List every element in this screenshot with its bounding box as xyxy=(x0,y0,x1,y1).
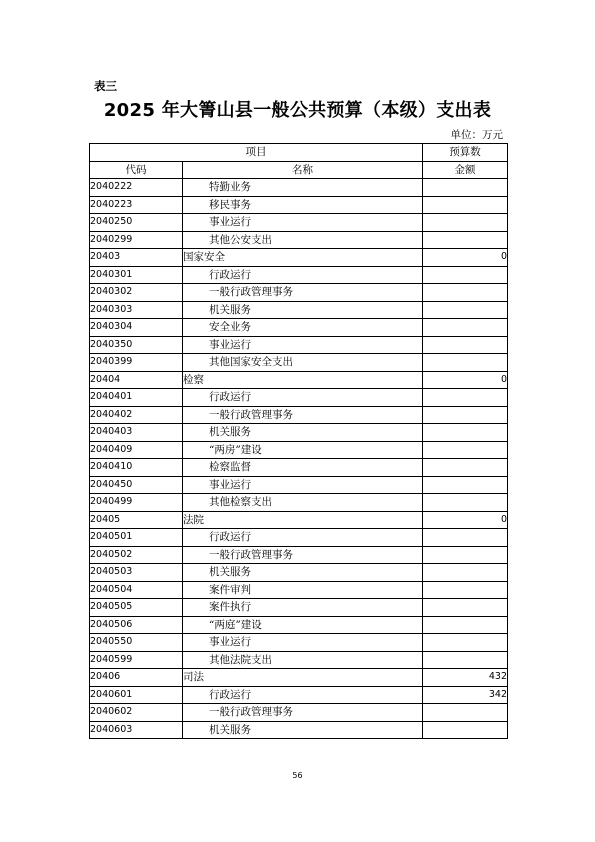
row-name: 案件执行 xyxy=(183,599,423,617)
row-code: 2040602 xyxy=(90,704,183,722)
row-code: 2040403 xyxy=(90,424,183,442)
row-amount xyxy=(423,301,508,319)
table-row xyxy=(90,196,508,214)
row-code: 2040222 xyxy=(90,179,183,197)
row-code: 2040599 xyxy=(90,651,183,669)
row-code: 2040301 xyxy=(90,266,183,284)
row-code: 2040450 xyxy=(90,476,183,494)
row-amount: 0 xyxy=(423,511,508,529)
row-code: 2040302 xyxy=(90,284,183,302)
row-code: 2040399 xyxy=(90,354,183,372)
table-row xyxy=(90,284,508,302)
table-row xyxy=(90,651,508,669)
row-amount xyxy=(423,616,508,634)
row-amount: 0 xyxy=(423,249,508,267)
row-amount xyxy=(423,476,508,494)
row-code: 2040223 xyxy=(90,196,183,214)
row-code: 2040506 xyxy=(90,616,183,634)
row-amount xyxy=(423,529,508,547)
table-row xyxy=(90,214,508,232)
table-row xyxy=(90,476,508,494)
row-name: 一般行政管理事务 xyxy=(183,704,423,722)
table-row xyxy=(90,529,508,547)
row-amount xyxy=(423,266,508,284)
row-amount xyxy=(423,634,508,652)
table-row xyxy=(90,616,508,634)
row-name: 检察监督 xyxy=(183,459,423,477)
table-header xyxy=(90,144,508,179)
row-code: 20405 xyxy=(90,511,183,529)
row-amount xyxy=(423,319,508,337)
row-amount xyxy=(423,354,508,372)
row-name: 行政运行 xyxy=(183,529,423,547)
row-amount xyxy=(423,651,508,669)
table-row xyxy=(90,704,508,722)
row-name: 一般行政管理事务 xyxy=(183,284,423,302)
table-row xyxy=(90,249,508,267)
header-project: 项目 xyxy=(90,144,423,162)
row-code: 2040303 xyxy=(90,301,183,319)
row-code: 2040299 xyxy=(90,231,183,249)
row-name: 事业运行 xyxy=(183,634,423,652)
header-name: 名称 xyxy=(183,161,423,179)
row-code: 2040503 xyxy=(90,564,183,582)
row-amount xyxy=(423,459,508,477)
table-row xyxy=(90,581,508,599)
table-row xyxy=(90,319,508,337)
header-budget: 预算数 xyxy=(423,144,508,162)
row-code: 2040601 xyxy=(90,686,183,704)
row-name: 其他法院支出 xyxy=(183,651,423,669)
table-row xyxy=(90,599,508,617)
row-amount xyxy=(423,494,508,512)
row-amount xyxy=(423,196,508,214)
table-row xyxy=(90,564,508,582)
row-name: 事业运行 xyxy=(183,214,423,232)
table-row xyxy=(90,424,508,442)
row-name: “两庭”建设 xyxy=(183,616,423,634)
row-name: 案件审判 xyxy=(183,581,423,599)
row-amount xyxy=(423,336,508,354)
row-name: 一般行政管理事务 xyxy=(183,406,423,424)
table-label: 表三 xyxy=(94,79,117,93)
budget-table xyxy=(89,143,508,739)
table-body xyxy=(90,179,508,739)
table-row xyxy=(90,511,508,529)
row-code: 2040409 xyxy=(90,441,183,459)
row-name: 机关服务 xyxy=(183,301,423,319)
row-code: 2040603 xyxy=(90,721,183,739)
row-amount: 432 xyxy=(423,669,508,687)
table-row xyxy=(90,354,508,372)
row-amount xyxy=(423,599,508,617)
row-name: 机关服务 xyxy=(183,721,423,739)
row-name: 机关服务 xyxy=(183,424,423,442)
row-amount xyxy=(423,231,508,249)
row-name: 检察 xyxy=(183,371,423,389)
row-name: 机关服务 xyxy=(183,564,423,582)
row-name: 安全业务 xyxy=(183,319,423,337)
row-amount: 342 xyxy=(423,686,508,704)
page-number: 56 xyxy=(292,771,303,780)
row-amount xyxy=(423,704,508,722)
row-amount xyxy=(423,284,508,302)
row-amount xyxy=(423,721,508,739)
row-name: 特勤业务 xyxy=(183,179,423,197)
row-name: 事业运行 xyxy=(183,476,423,494)
table-row xyxy=(90,231,508,249)
row-code: 2040550 xyxy=(90,634,183,652)
table-row xyxy=(90,301,508,319)
row-name: 行政运行 xyxy=(183,686,423,704)
row-name: 法院 xyxy=(183,511,423,529)
table-row xyxy=(90,494,508,512)
row-code: 2040502 xyxy=(90,546,183,564)
row-name: 事业运行 xyxy=(183,336,423,354)
row-amount xyxy=(423,406,508,424)
row-name: 司法 xyxy=(183,669,423,687)
header-amount: 金额 xyxy=(423,161,508,179)
table-row xyxy=(90,406,508,424)
page-title: 2025 年大箐山县一般公共预算（本级）支出表 xyxy=(103,100,492,121)
row-name: 国家安全 xyxy=(183,249,423,267)
row-code: 2040401 xyxy=(90,389,183,407)
row-code: 2040402 xyxy=(90,406,183,424)
row-amount xyxy=(423,214,508,232)
row-code: 2040250 xyxy=(90,214,183,232)
row-code: 2040499 xyxy=(90,494,183,512)
table-row xyxy=(90,459,508,477)
row-name: 一般行政管理事务 xyxy=(183,546,423,564)
row-code: 2040304 xyxy=(90,319,183,337)
table-row xyxy=(90,389,508,407)
header-code: 代码 xyxy=(90,161,183,179)
table-row xyxy=(90,266,508,284)
row-name: 行政运行 xyxy=(183,266,423,284)
table-row xyxy=(90,546,508,564)
row-code: 2040410 xyxy=(90,459,183,477)
table-row xyxy=(90,669,508,687)
row-name: “两房”建设 xyxy=(183,441,423,459)
row-amount xyxy=(423,564,508,582)
row-name: 行政运行 xyxy=(183,389,423,407)
row-code: 2040501 xyxy=(90,529,183,547)
row-amount xyxy=(423,179,508,197)
table-row xyxy=(90,179,508,197)
table-row xyxy=(90,441,508,459)
row-name: 移民事务 xyxy=(183,196,423,214)
row-code: 20406 xyxy=(90,669,183,687)
row-code: 20404 xyxy=(90,371,183,389)
table-row xyxy=(90,336,508,354)
table-row xyxy=(90,721,508,739)
row-code: 2040505 xyxy=(90,599,183,617)
table-row xyxy=(90,634,508,652)
table-row xyxy=(90,371,508,389)
row-code: 20403 xyxy=(90,249,183,267)
row-amount xyxy=(423,581,508,599)
row-name: 其他检察支出 xyxy=(183,494,423,512)
row-amount: 0 xyxy=(423,371,508,389)
row-name: 其他公安支出 xyxy=(183,231,423,249)
unit-label: 单位：万元 xyxy=(450,129,503,141)
row-code: 2040350 xyxy=(90,336,183,354)
row-name: 其他国家安全支出 xyxy=(183,354,423,372)
row-amount xyxy=(423,389,508,407)
row-amount xyxy=(423,441,508,459)
row-code: 2040504 xyxy=(90,581,183,599)
row-amount xyxy=(423,424,508,442)
row-amount xyxy=(423,546,508,564)
table-row xyxy=(90,686,508,704)
